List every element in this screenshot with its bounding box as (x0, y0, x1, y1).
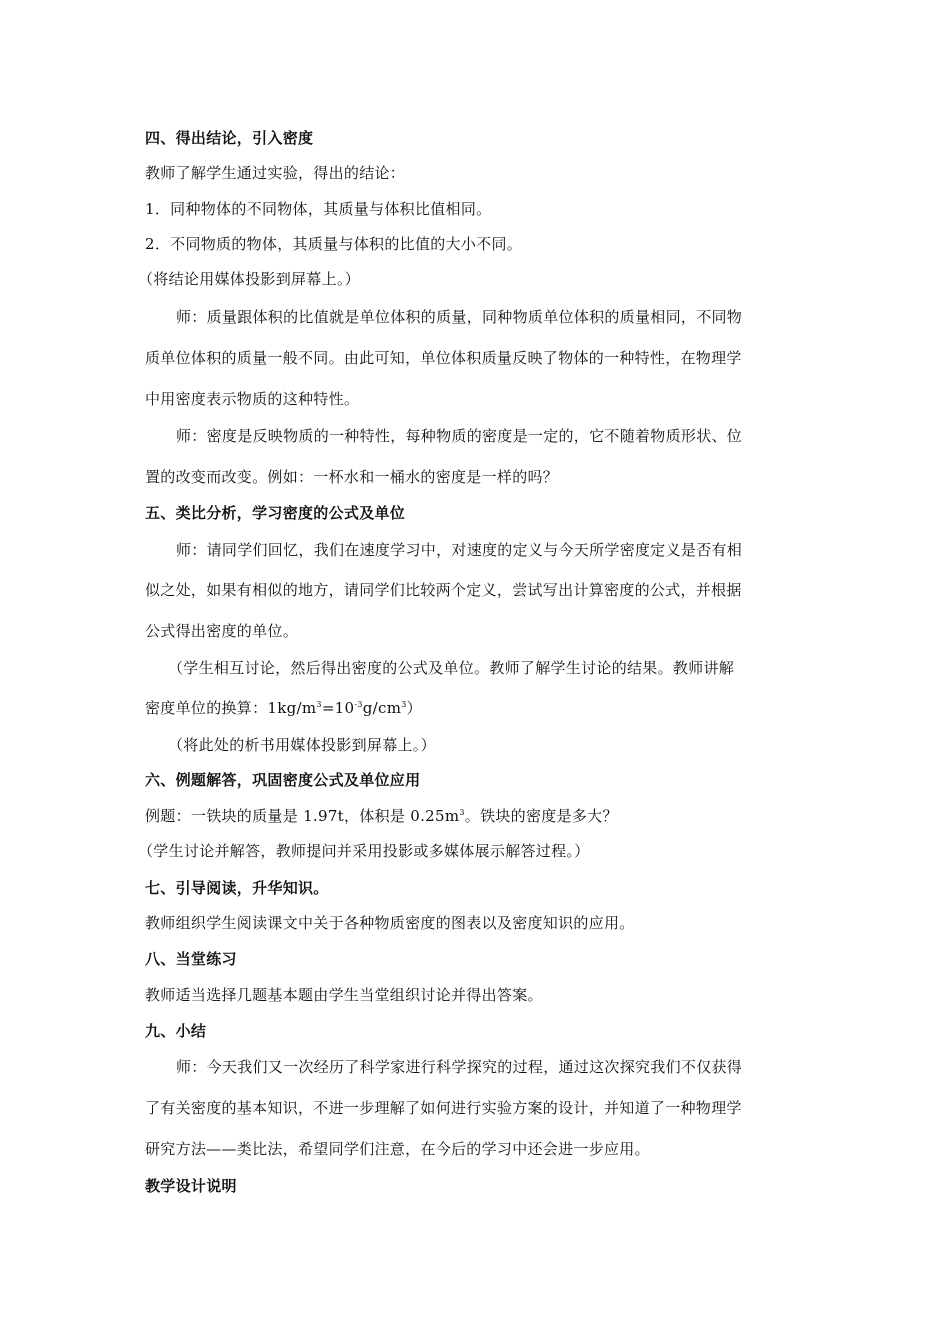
text-span: 例题：一铁块的质量是 1.97t，体积是 0.25m (145, 807, 460, 825)
superscript: -3 (354, 700, 363, 709)
section-heading-4: 四、得出结论，引入密度 (145, 129, 314, 147)
list-item: 1．同种物体的不同物体，其质量与体积比值相同。 (145, 200, 492, 218)
superscript: 3 (316, 700, 322, 709)
paragraph-line: 师：今天我们又一次经历了科学家进行科学探究的过程，通过这次探究我们不仅获得 (176, 1058, 743, 1076)
paragraph-line: 研究方法——类比法，希望同学们注意，在今后的学习中还会进一步应用。 (145, 1140, 650, 1158)
superscript: 3 (459, 808, 465, 817)
text-span: 。铁块的密度是多大？ (464, 807, 618, 825)
note-line: （将结论用媒体投影到屏幕上。） (138, 270, 361, 288)
section-heading-7: 七、引导阅读，升华知识。 (145, 879, 329, 897)
text-span: 密度单位的换算：1kg/m (145, 699, 317, 717)
unit-conversion-line (145, 698, 422, 718)
paragraph-line: 公式得出密度的单位。 (145, 622, 299, 640)
paragraph-line: 教师了解学生通过实验，得出的结论： (145, 164, 406, 182)
paragraph-line: 似之处，如果有相似的地方，请同学们比较两个定义，尝试写出计算密度的公式，并根据 (145, 581, 742, 599)
list-item: 2．不同物质的物体，其质量与体积的比值的大小不同。 (145, 235, 523, 253)
paragraph-line: 教师适当选择几题基本题由学生当堂组织讨论并得出答案。 (145, 986, 543, 1004)
paragraph-line: 师：质量跟体积的比值就是单位体积的质量，同种物质单位体积的质量相同，不同物 (176, 308, 743, 326)
section-heading-8: 八、当堂练习 (145, 950, 237, 968)
note-line: （将此处的析书用媒体投影到屏幕上。） (168, 736, 436, 754)
example-line (145, 806, 618, 826)
paragraph-line: 教师组织学生阅读课文中关于各种物质密度的图表以及密度知识的应用。 (145, 914, 635, 932)
section-heading-9: 九、小结 (145, 1022, 207, 1040)
paragraph-line: 质单位体积的质量一般不同。由此可知，单位体积质量反映了物体的一种特性，在物理学 (145, 349, 742, 367)
paragraph-line: （学生相互讨论，然后得出密度的公式及单位。教师了解学生讨论的结果。教师讲解 (168, 659, 735, 677)
text-span: ） (406, 699, 422, 717)
paragraph-line: 师：密度是反映物质的一种特性，每种物质的密度是一定的，它不随着物质形状、位 (176, 427, 743, 445)
section-heading-5: 五、类比分析，学习密度的公式及单位 (145, 504, 406, 522)
note-line: （学生讨论并解答，教师提问并采用投影或多媒体展示解答过程。） (138, 842, 590, 860)
paragraph-line: 置的改变而改变。例如：一杯水和一桶水的密度是一样的吗？ (145, 468, 559, 486)
section-heading-6: 六、例题解答，巩固密度公式及单位应用 (145, 771, 421, 789)
text-span: =10 (321, 699, 355, 717)
section-heading-design: 教学设计说明 (145, 1177, 237, 1195)
paragraph-line: 师：请同学们回忆，我们在速度学习中，对速度的定义与今天所学密度定义是否有相 (176, 541, 743, 559)
text-span: g/cm (362, 699, 402, 717)
paragraph-line: 中用密度表示物质的这种特性。 (145, 390, 360, 408)
superscript: 3 (401, 700, 407, 709)
paragraph-line: 了有关密度的基本知识，不进一步理解了如何进行实验方案的设计，并知道了一种物理学 (145, 1099, 742, 1117)
